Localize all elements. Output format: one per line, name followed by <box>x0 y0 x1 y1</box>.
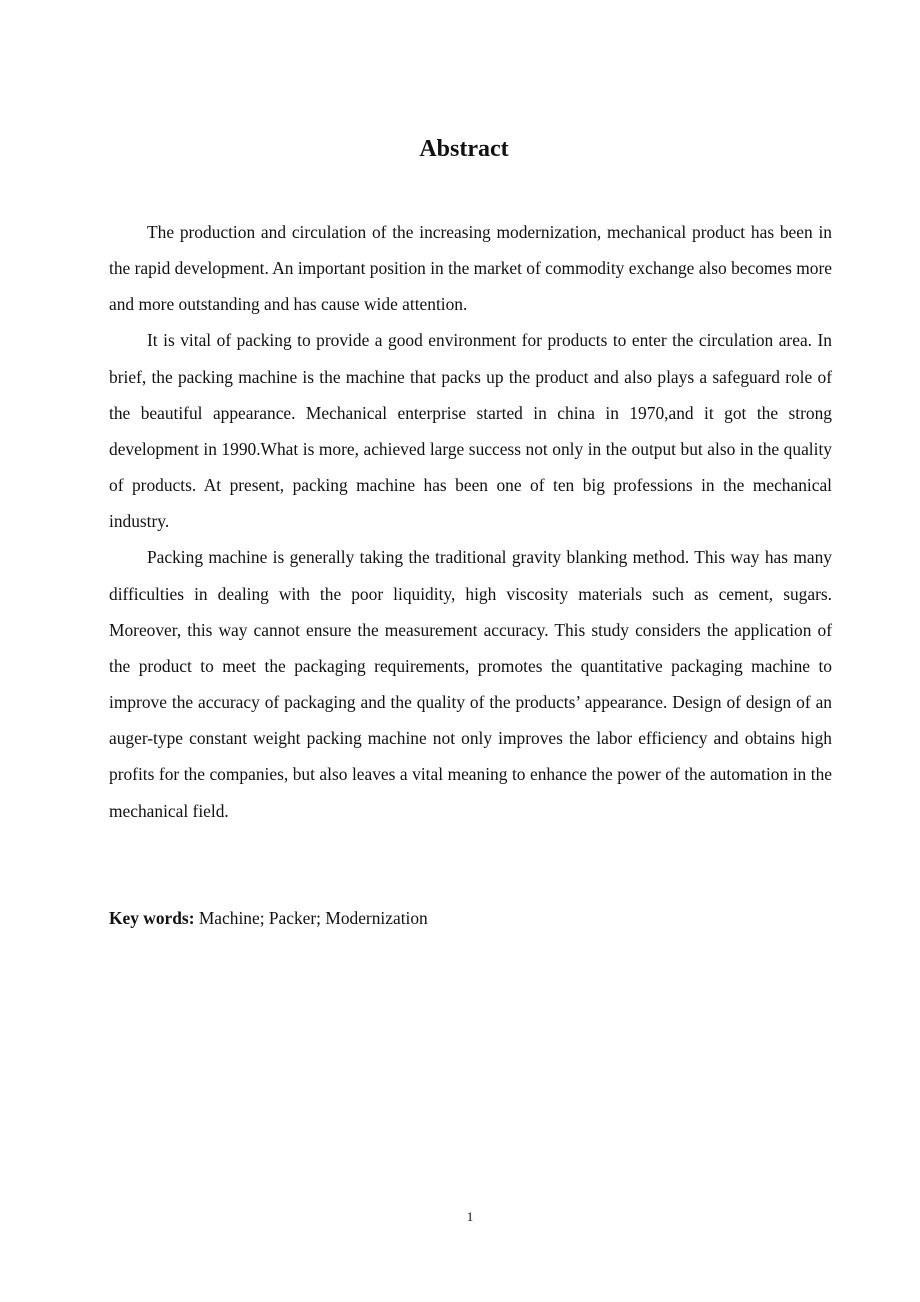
abstract-paragraph-3: Packing machine is generally taking the traditional gravity blanking method. This way has many difficulties in dealing with the poor liquidity, high viscosity materials such as cement, sugars. Moreover, this way cannot ensure the measurement accuracy. This study considers the application of the product to meet the packaging requirements, promotes the quantitative packaging machine to improve the accuracy of packaging and the quality of the products’ appearance. Design of design of an auger-type constant weight packing machine not only improves the labor efficiency and obtains high profits for the companies, but also leaves a vital meaning to enhance the power of the automation in the mechanical field. <box>109 547 832 821</box>
keywords-value: Machine; Packer; Modernization <box>194 908 428 928</box>
abstract-paragraph-1: The production and circulation of the increasing modernization, mechanical product has been in the rapid development. An important position in the market of commodity exchange also becomes more and more outstanding and has cause wide attention. <box>109 222 832 315</box>
keywords-line <box>109 902 832 934</box>
page-title: Abstract <box>419 136 509 162</box>
abstract-body <box>109 214 832 829</box>
abstract-paragraph-2: It is vital of packing to provide a good environment for products to enter the circulation area. In brief, the packing machine is the machine that packs up the product and also plays a safeguard role of the beautiful appearance. Mechanical enterprise started in china in 1970,and it got the strong development in 1990.What is more, achieved large success not only in the output but also in the quality of products. At present, packing machine has been one of ten big professions in the mechanical industry. <box>109 330 832 532</box>
keywords-label: Key words: <box>109 908 195 928</box>
page-number: 1 <box>466 1209 474 1224</box>
